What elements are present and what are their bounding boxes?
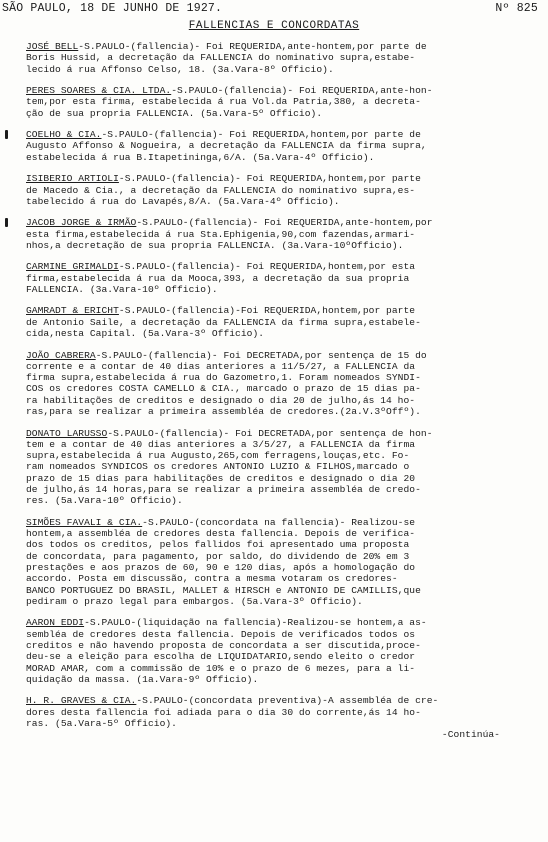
margin-mark (5, 218, 8, 227)
entry-joao-cabrera (26, 350, 542, 418)
entry-line: -S.PAULO-(fallencia)-Foi REQUERIDA,hontem,por parte (118, 305, 416, 317)
entry-line: Boris Hussid, a decretação da FALLENCIA do nominativo supra,estabe- (26, 52, 416, 64)
entry-line: de Macedo & Cia., a decretação da FALLENCIA do nominativo supra,es- (26, 184, 416, 196)
entry-line: esta firma,estabelecida á rua Sta.Ephigenia,90,com fazendas,armari- (26, 228, 416, 240)
entry-line: ras,para se realizar a primeira assembléa de credores.(2a.V.3ºOffº). (26, 406, 421, 418)
entry-coelho (26, 129, 542, 163)
entry-line: -S.PAULO-(fallencia)- Foi REQUERIDA,ante-hon- (171, 85, 433, 97)
entry-name: ISIBERIO ARTIOLI (26, 173, 119, 185)
entry-line: ram nomeados SYNDICOS os credores ANTONIO LUZIO & FILHOS,marcado o (26, 461, 410, 473)
entry-line: BANCO PORTUGUEZ DO BRASIL, MALLET & HIRSCH e ANTONIO DE CAMILLIS,que (26, 584, 421, 596)
entry-line: -S.PAULO-(fallencia)- Foi REQUERIDA,ante-hontem,por parte de (78, 41, 427, 52)
entry-name: GAMRADT & ERICHT (26, 305, 119, 317)
entry-line: tabelecido á rua do Lavapés,8/A. (5a.Vara-4º Officio). (26, 195, 340, 207)
entry-name: PERES SOARES & CIA. LTDA. (26, 85, 172, 97)
margin-mark (5, 130, 8, 139)
entry-line: prestações e aos prazos de 60, 90 e 120 dias, após a homologação do (26, 561, 416, 573)
entry-donato-larusso (26, 428, 542, 507)
entry-name: JOSÉ BELL (26, 41, 79, 52)
entry-name: CARMINE GRIMALDI (26, 261, 119, 273)
entry-line: estabelecida á rua B.Itapetininga,6/A. (5a.Vara-4º Officio). (26, 151, 375, 163)
entry-line: de Antonio Saile, a decretação da FALLENCIA da firma supra,estabele- (26, 316, 421, 328)
entry-jacob-jorge (26, 217, 542, 251)
entry-line: deu-se a eleição para escolha de LIQUIDATARIO,sendo eleito o credor (26, 651, 416, 663)
entry-line: firma,estabelecida á rua da Mooca,393, a decretação da sua propria (26, 272, 410, 284)
dateline: SÃO PAULO, 18 DE JUNHO DE 1927. (2, 2, 223, 15)
entry-jose-bell (26, 41, 542, 75)
entry-line: sembléa de credores desta fallencia. Depois de verificados todos os (26, 628, 416, 640)
entry-line: -S.PAULO-(concordata preventiva)-A assembléa de cre- (136, 695, 439, 707)
entry-name: COELHO & CIA. (26, 129, 102, 141)
entries-list (26, 41, 542, 751)
entry-line: ras. (5a.Vara-5º Officio). (26, 717, 177, 729)
entry-line: MORAD AMAR, com a commissão de 10% e o prazo de 6 mezes, para a li- (26, 662, 416, 674)
entry-carmine-grimaldi (26, 261, 542, 295)
entry-line: nhos,a decretação de sua propria FALLENCIA. (3a.Vara-10ºOfficio). (26, 239, 404, 251)
entry-name: SIMÕES FAVALI & CIA. (26, 516, 143, 528)
entry-line: ra habilitações de creditos e designado o dia 20 de julho,ás 14 ho- (26, 394, 416, 406)
entry-name: AARON EDDI (26, 617, 85, 629)
entry-peres-soares (26, 85, 542, 119)
entry-isiberio-artioli (26, 173, 542, 207)
entry-line: corrente e a contar de 40 dias anteriores a 11/5/27, a FALLENCIA da (26, 360, 416, 372)
entry-line: -S.PAULO-(fallencia)- Foi REQUERIDA,hontem,por esta (118, 261, 416, 273)
entry-name: H. R. GRAVES & CIA. (26, 695, 137, 707)
entry-line: pediram o prazo legal para embargos. (5a.Vara-3º Officio). (26, 595, 363, 607)
entry-name: JOÃO CABRERA (26, 349, 96, 361)
entry-line: hontem,a assembléa de credores desta fallencia. Depois de verifica- (26, 528, 416, 540)
entry-line: supra,estabelecida á rua Augusto,265,com ferragens,louças,etc. Fo- (26, 450, 410, 462)
entry-line: de concordata, para pagamento, por saldo, do dividendo de 20% em 3 (26, 550, 410, 562)
entry-line: de julho,ás 14 horas,para se realizar a primeira assembléa de credo- (26, 484, 421, 495)
entry-line: -S.PAULO-(concordata na fallencia)- Realizou-se (142, 516, 416, 528)
entry-line: tem e a contar de 40 dias anteriores a 3/5/27, a FALLENCIA da firma (26, 438, 416, 450)
entry-line: lecido á rua Affonso Celso, 18. (3a.Vara-8º Officio). (26, 63, 334, 75)
entry-line: -S.PAULO-(fallencia)- Foi DECRETADA,por sentença de hon- (107, 427, 433, 439)
entry-hr-graves (26, 695, 542, 740)
entry-line: COS os credores COSTA CAMELLO & CIA., marcado o prazo de 15 dias pa- (26, 383, 421, 395)
entry-name: DONATO LARUSSO (26, 427, 108, 439)
bulletin-number: Nº 825 (495, 2, 538, 15)
entry-line: cida,nesta Capital. (5a.Vara-3º Officio). (26, 328, 265, 340)
entry-name: JACOB JORGE & IRMÃO (26, 217, 137, 229)
entry-line: -S.PAULO-(fallencia)- Foi REQUERIDA,hontem,por parte de (101, 129, 421, 141)
entry-line: quidação da massa. (1a.Vara-9º Officio). (26, 673, 259, 685)
entry-line: tem,por esta firma, estabelecida á rua Vol.da Patria,380, a decreta- (26, 96, 421, 108)
entry-line: ção de sua propria FALLENCIA. (5a.Vara-5º Officio). (26, 107, 323, 119)
page-header (0, 2, 548, 16)
entry-line: dores desta fallencia foi adiada para o dia 30 do corrente,ás 14 ho- (26, 706, 421, 718)
entry-line: -S.PAULO-(fallencia)- Foi DECRETADA,por sentença de 15 do (95, 349, 427, 361)
entry-line: -S.PAULO-(fallencia)- Foi REQUERIDA,hontem,por parte (118, 173, 421, 185)
entry-line: FALLENCIA. (3a.Vara-10º Officio). (26, 283, 218, 295)
entry-line: creditos e não havendo proposta de concordata a ser discutida,proce- (26, 639, 421, 651)
entry-line: firma supra,estabelecida á rua do Gazometro,1. Foram nomeados SYNDI- (26, 372, 421, 384)
entry-gamradt-ericht (26, 305, 542, 339)
entry-line: dos todos os creditos, pelos fallidos foi apresentado uma proposta (26, 539, 410, 551)
entry-aaron-eddi (26, 617, 542, 685)
entry-line: -S.PAULO-(liquidação na fallencia)-Realizou-se hontem,a as- (84, 617, 427, 629)
entry-simoes-favali (26, 517, 542, 607)
entry-line: -S.PAULO-(fallencia)- Foi REQUERIDA,ante-hontem,por (136, 217, 433, 229)
entry-line: res. (5a.Vara-10º Officio). (26, 495, 183, 507)
section-title: FALLENCIAS E CONCORDATAS (188, 20, 360, 32)
entry-line: accordo. Posta em discussão, contra a mesma votaram os credores- (26, 573, 398, 585)
entry-line: prazo de 15 dias para habilitações de creditos e designado o dia 20 (26, 472, 416, 484)
continuation-note: -Continúa- (441, 729, 500, 741)
entry-line: Augusto Affonso & Nogueira, a decretação da FALLENCIA da firma supra, (26, 140, 427, 152)
